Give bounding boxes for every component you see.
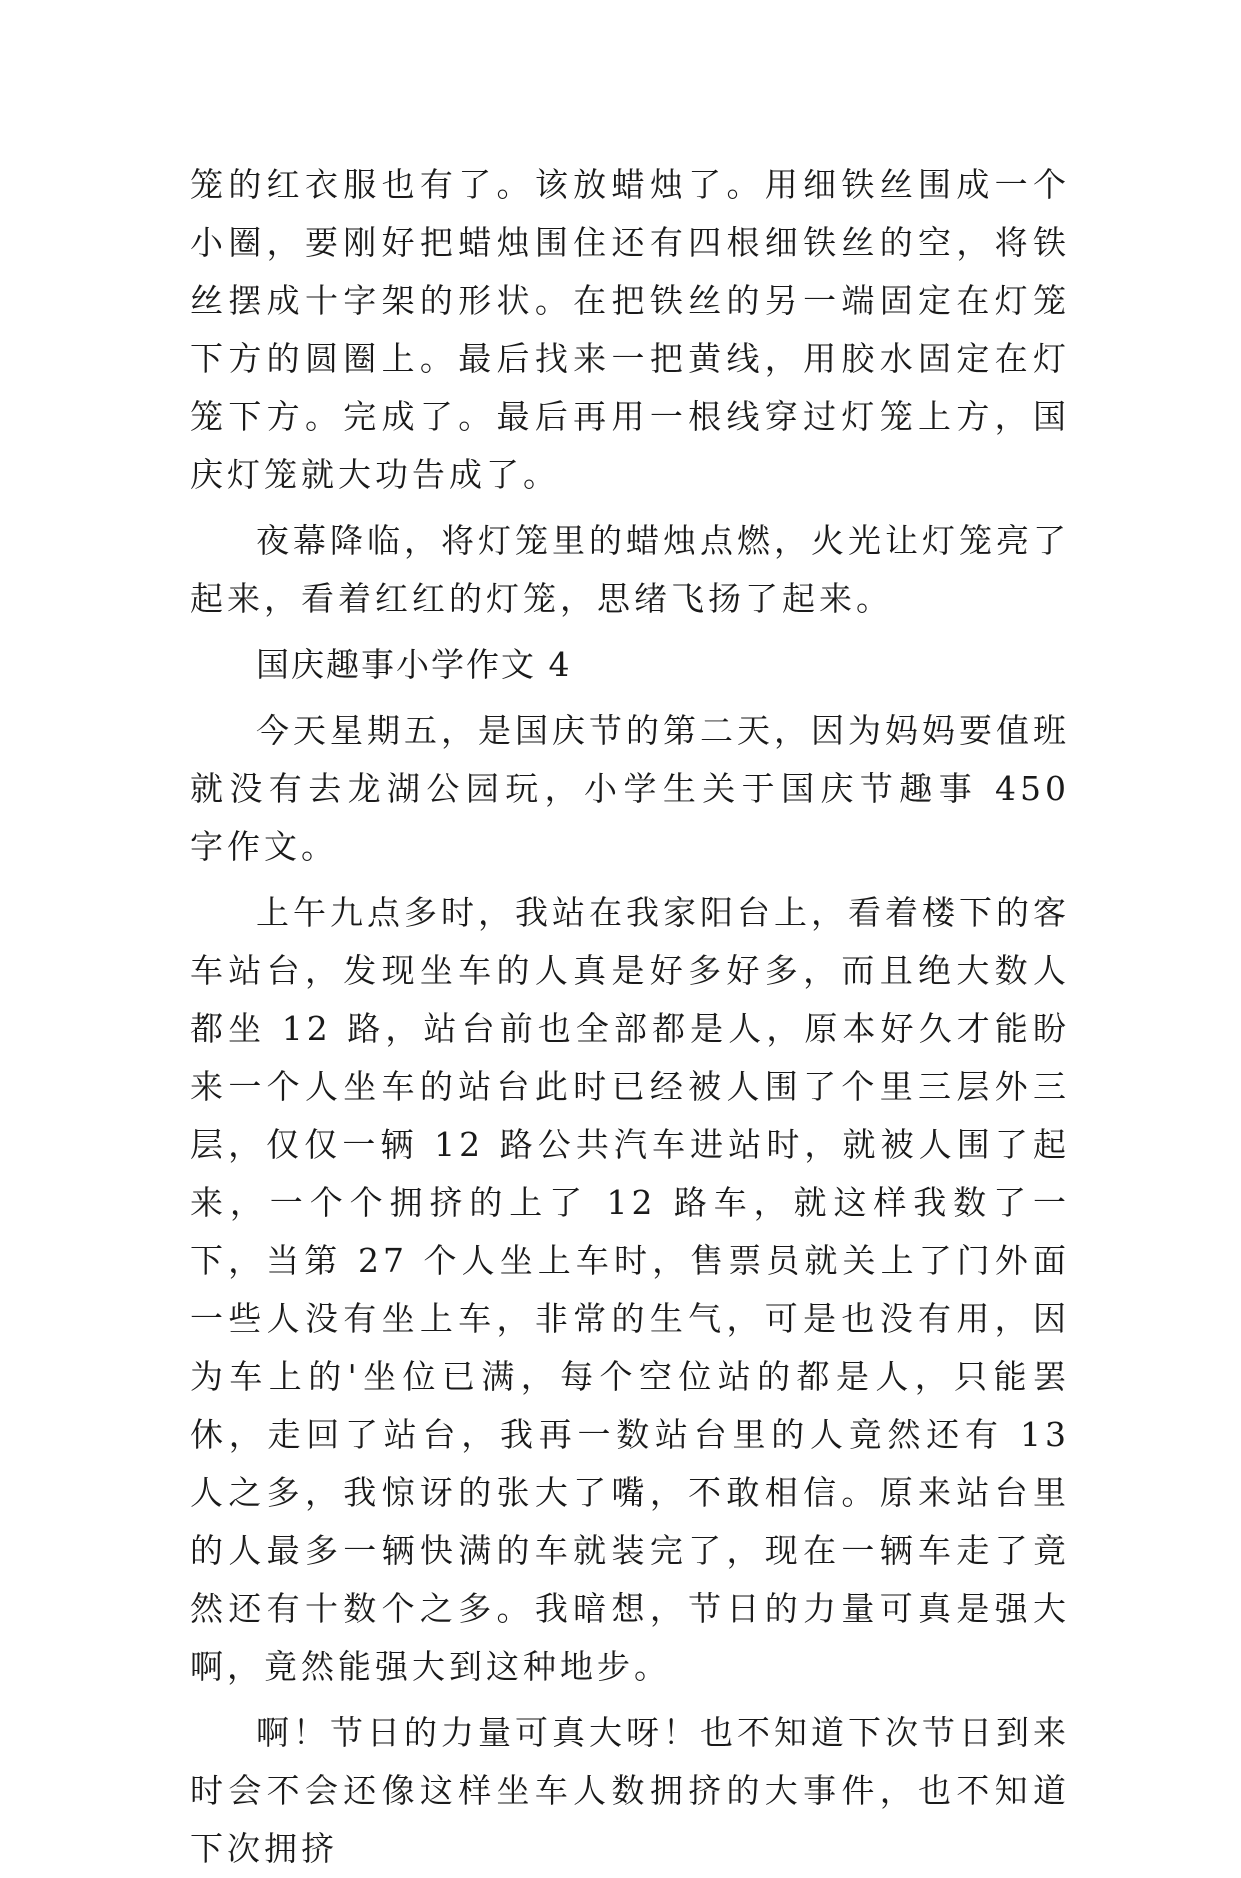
- paragraph-conclusion: 啊！节日的力量可真大呀！也不知道下次节日到来时会不会还像这样坐车人数拥挤的大事件，也不知道下次拥挤: [190, 1713, 1070, 1868]
- paragraph-lantern-making: 笼的红衣服也有了。该放蜡烛了。用细铁丝围成一个小圈，要刚好把蜡烛围住还有四根细铁丝的空，将铁丝摆成十字架的形状。在把铁丝的另一端固定在灯笼下方的圆圈上。最后找来一把黄线，用胶水固定在灯笼下方。完成了。最后再用一根线穿过灯笼上方，国庆灯笼就大功告成了。: [190, 165, 1070, 494]
- paragraph-bus-station: 上午九点多时，我站在我家阳台上，看着楼下的客车站台，发现坐车的人真是好多好多，而且绝大数人都坐 12 路，站台前也全部都是人，原本好久才能盼来一个人坐车的站台此时已经被人围了个里三层外三层，仅仅一辆 12 路公共汽车进站时，就被人围了起来，一个个拥挤的上了 12 路车，就这样我数了一下，当第 27 个人坐上车时，售票员就关上了门外面一些人没有坐上车，非常的生气，可是也没有用，因为车上的'坐位已满，每个空位站的都是人，只能罢休，走回了站台，我再一数站台里的人竟然还有 13 人之多，我惊讶的张大了嘴，不敢相信。原来站台里的人最多一辆快满的车就装完了，现在一辆车走了竟然还有十数个之多。我暗想，节日的力量可真是强大啊，竟然能强大到这种地步。: [190, 893, 1070, 1686]
- paragraph-friday: 今天星期五，是国庆节的第二天，因为妈妈要值班就没有去龙湖公园玩，小学生关于国庆节趣事 450 字作文。: [190, 711, 1070, 866]
- article-body: [190, 156, 1070, 1878]
- essay-heading: 国庆趣事小学作文 4: [256, 645, 572, 684]
- paragraph-nightfall: 夜幕降临，将灯笼里的蜡烛点燃，火光让灯笼亮了起来，看着红红的灯笼，思绪飞扬了起来。: [190, 521, 1070, 618]
